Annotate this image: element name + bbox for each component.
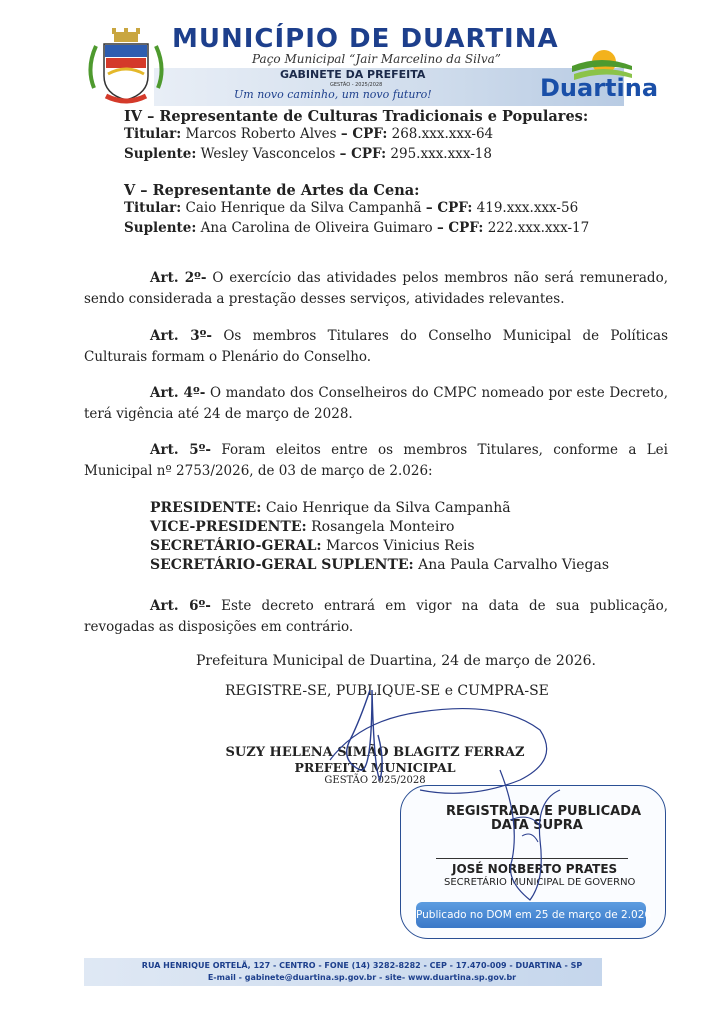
cpf-label: – CPF: [436, 220, 484, 236]
titular-line [124, 200, 578, 216]
board-role: SECRETÁRIO-GERAL: [150, 538, 322, 554]
titular-label: Titular: [124, 200, 182, 216]
city-logo-wordmark: Duartina [540, 74, 659, 102]
cpf-value: 295.xxx.xxx-18 [390, 146, 492, 162]
palace-subtitle: Paço Municipal “Jair Marcelino da Silva” [252, 52, 501, 66]
cpf-value: 268.xxx.xxx-64 [391, 126, 494, 142]
article-6 [84, 596, 668, 638]
article-label: Art. 5º- [150, 442, 212, 458]
stamp-line-2: DATA SUPRA [491, 818, 583, 833]
article-label: Art. 3º- [150, 328, 212, 344]
article-text: O mandato dos Conselheiros do CMPC nomeado por este Decreto, terá vigência até 24 de março de 2028. [84, 385, 668, 422]
suplente-label: Suplente: [124, 146, 197, 162]
board-name: Ana Paula Carvalho Viegas [418, 557, 610, 573]
titular-line [124, 126, 493, 142]
article-4 [84, 383, 668, 425]
board-role: PRESIDENTE: [150, 500, 262, 516]
municipality-title: MUNICÍPIO DE DUARTINA [172, 24, 559, 54]
footer-address: RUA HENRIQUE ORTELÃ, 127 - CENTRO - FONE (14) 3282-8282 - CEP - 17.470-009 - DUARTINA - SP [141, 961, 583, 970]
publication-badge: Publicado no DOM em 25 de março de 2.026 [416, 902, 646, 928]
cpf-label: – CPF: [425, 200, 473, 216]
board-member [150, 557, 609, 573]
article-text: O exercício das atividades pelos membros não será remunerado, sendo considerada a prestação desses serviços, atividades relevantes. [84, 270, 668, 307]
suplente-name: Ana Carolina de Oliveira Guimaro [200, 220, 433, 236]
article-text: Os membros Titulares do Conselho Municipal de Políticas Culturais formam o Plenário do Conselho. [84, 328, 668, 365]
footer-contact: E-mail - gabinete@duartina.sp.gov.br - site- www.duartina.sp.gov.br [207, 973, 517, 982]
article-5 [84, 440, 668, 482]
register-publish: REGISTRE-SE, PUBLIQUE-SE e CUMPRA-SE [225, 683, 549, 699]
suplente-line [124, 220, 589, 236]
suplente-name: Wesley Vasconcelos [200, 146, 336, 162]
article-label: Art. 4º- [150, 385, 206, 401]
place-date: Prefeitura Municipal de Duartina, 24 de março de 2026. [196, 653, 596, 669]
article-text: Este decreto entrará em vigor na data de sua publicação, revogadas as disposições em contrário. [84, 598, 668, 635]
mayor-name: SUZY HELENA SIMÃO BLAGITZ FERRAZ [225, 745, 525, 760]
article-text: Foram eleitos entre os membros Titulares, conforme a Lei Municipal nº 2753/2026, de 03 de março de 2.026: [84, 442, 668, 479]
board-role: VICE-PRESIDENTE: [150, 519, 307, 535]
titular-name: Caio Henrique da Silva Campanhã [185, 200, 422, 216]
titular-name: Marcos Roberto Alves [185, 126, 337, 142]
mayor-role: PREFEITA MUNICIPAL [294, 760, 456, 775]
board-name: Rosangela Monteiro [311, 519, 455, 535]
office-name: GABINETE DA PREFEITA [280, 68, 426, 81]
suplente-label: Suplente: [124, 220, 197, 236]
article-3 [84, 326, 668, 368]
article-label: Art. 2º- [150, 270, 207, 286]
stamp-line-1: REGISTRADA E PUBLICADA [446, 804, 642, 819]
cpf-value: 419.xxx.xxx-56 [476, 200, 579, 216]
article-2 [84, 268, 668, 310]
article-label: Art. 6º- [150, 598, 211, 614]
section-heading: V – Representante de Artes da Cena: [124, 182, 420, 199]
board-name: Marcos Vinicius Reis [326, 538, 475, 554]
board-role: SECRETÁRIO-GERAL SUPLENTE: [150, 557, 414, 573]
board-member [150, 519, 454, 535]
secretary-name: JOSÉ NORBERTO PRATES [452, 862, 618, 876]
board-member [150, 500, 511, 516]
section-heading: IV – Representante de Culturas Tradicionais e Populares: [124, 108, 589, 125]
slogan: Um novo caminho, um novo futuro! [234, 88, 432, 101]
letterhead [84, 22, 659, 106]
suplente-line [124, 146, 492, 162]
mayor-term: GESTÃO 2025/2028 [324, 775, 426, 786]
titular-label: Titular: [124, 126, 182, 142]
board-member [150, 538, 475, 554]
signature-line [436, 858, 628, 859]
cpf-label: – CPF: [340, 126, 388, 142]
term-label: GESTÃO - 2025/2028 [330, 82, 383, 88]
board-name: Caio Henrique da Silva Campanhã [265, 500, 511, 516]
secretary-role: SECRETÁRIO MUNICIPAL DE GOVERNO [444, 877, 636, 888]
coat-of-arms-icon [84, 28, 168, 110]
cpf-value: 222.xxx.xxx-17 [487, 220, 590, 236]
cpf-label: – CPF: [339, 146, 387, 162]
